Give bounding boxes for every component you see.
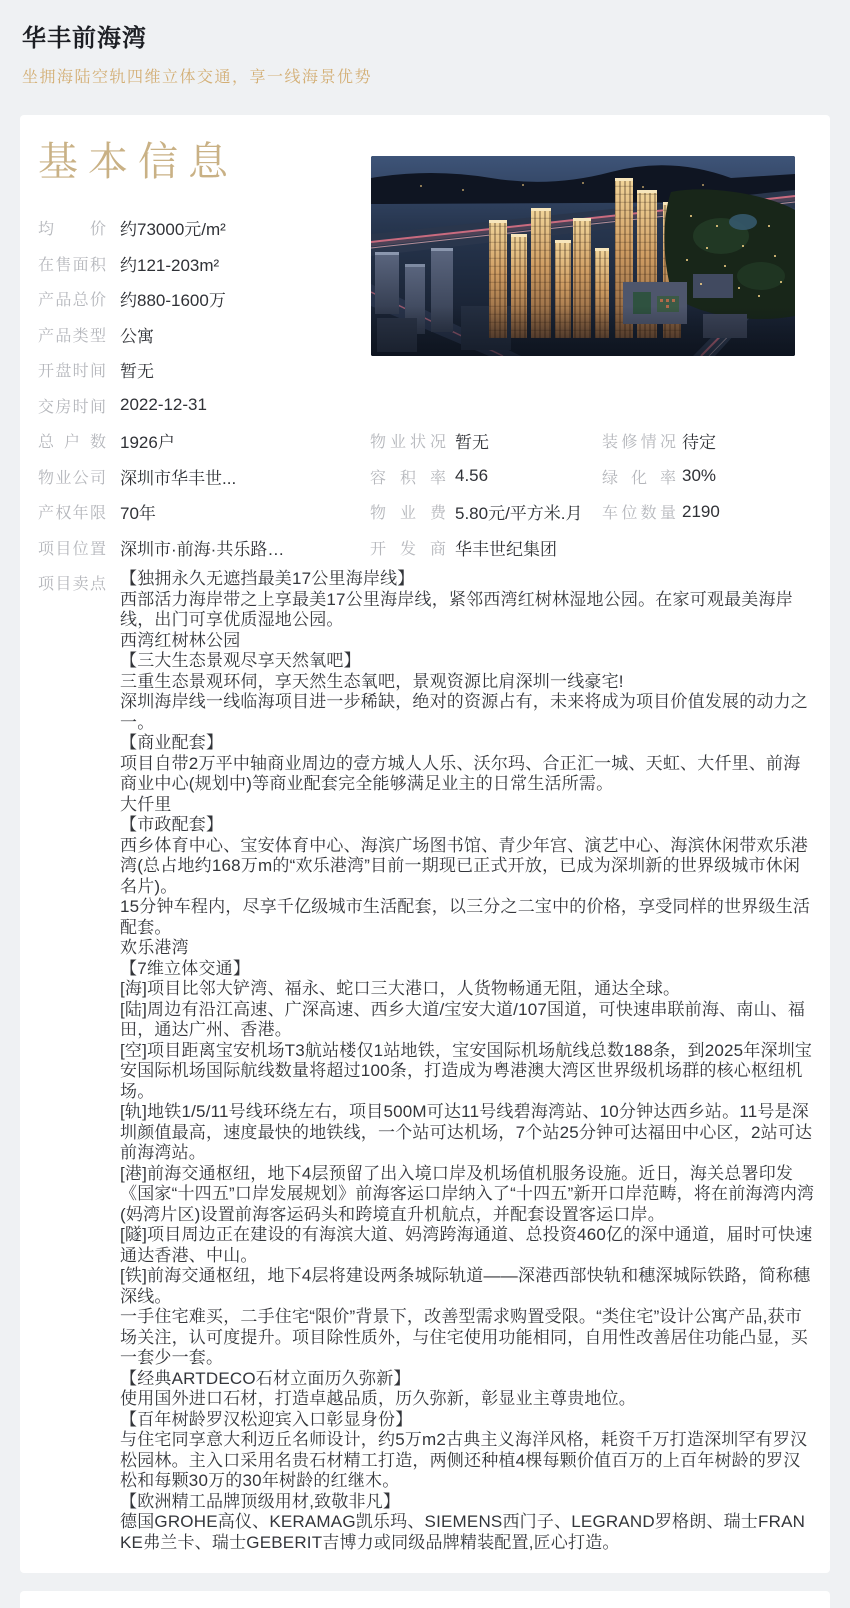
page-title: 华丰前海湾 (22, 25, 147, 52)
info-label: 物业费 (370, 505, 446, 523)
selling-point-paragraph: 与住宅同享意大利迈丘名师设计，约5万m2古典主义海洋风格，耗资千万打造深圳罕有罗汉松园林。主入口采用名贵石材精工打造，两侧还种植4棵每颗价值百万的上百年树龄的罗汉松和每颗30万的30年树龄的红继木。 (120, 1430, 808, 1490)
selling-point-paragraph: 【经典ARTDECO石材立面历久弥新】 (120, 1368, 411, 1388)
info-row (38, 494, 816, 530)
info-label: 物业状况 (370, 434, 446, 452)
selling-point-paragraph: [海]项目比邻大铲湾、福永、蛇口三大港口，人货物畅通无阻，通达全球。 (120, 979, 681, 998)
info-label: 交房时间 (38, 398, 106, 416)
selling-point-paragraph: [铁]前海交通枢纽，地下4层将建设两条城际轨道——深港西部快轨和穗深城际铁路，简称穗深线。 (120, 1266, 811, 1306)
info-value: 待定 (682, 433, 716, 453)
info-value: 约880-1600万 (120, 291, 226, 311)
selling-point-paragraph: [轨]地铁1/5/11号线环绕左右，项目500M可达11号线碧海湾站、10分钟达西乡站。11号是深圳颜值最高，速度最快的地铁线，一个站可达机场，7个站25分钟可达福田中心区，2站可达前海湾站。 (120, 1102, 813, 1162)
selling-point-paragraph: 【三大生态景观尽享天然氧吧】 (120, 651, 361, 670)
project-render-image[interactable] (371, 156, 795, 356)
selling-point-paragraph: 项目自带2万平中轴商业周边的壹方城人人乐、沃尔玛、合正汇一城、天虹、大仟里、前海商业中心(规划中)等商业配套完全能够满足业主的日常生活所需。 (120, 753, 801, 793)
selling-point-paragraph: 15分钟车程内，尽享千亿级城市生活配套，以三分之二宝中的价格，享受同样的世界级生活配套。 (120, 897, 811, 937)
info-value: 深圳市·前海·共乐路… (120, 539, 285, 559)
info-row (38, 388, 816, 424)
info-row (38, 423, 816, 459)
info-label: 产权年限 (38, 505, 106, 523)
selling-points-row (38, 569, 816, 1553)
info-label: 项目位置 (38, 540, 106, 558)
selling-point-paragraph: 【商业配套】 (120, 733, 224, 752)
basic-info-heading: 基本信息 (38, 140, 238, 184)
info-label: 开盘时间 (38, 363, 106, 381)
info-value: 4.56 (455, 466, 489, 486)
selling-points-label: 项目卖点 (38, 576, 106, 593)
info-value: 30% (682, 466, 717, 486)
selling-point-paragraph: 【百年树龄罗汉松迎宾入口彰显身份】 (120, 1409, 413, 1429)
info-label: 装修情况 (602, 434, 676, 452)
selling-point-paragraph: 【市政配套】 (120, 815, 224, 834)
selling-point-paragraph: 欢乐港湾 (120, 938, 189, 957)
info-label: 总户数 (38, 434, 106, 452)
info-label: 均价 (38, 221, 106, 239)
info-value: 2022-12-31 (120, 395, 207, 415)
selling-point-paragraph: 深圳海岸线一线临海项目进一步稀缺，绝对的资源占有，未来将成为项目价值发展的动力之一。 (120, 692, 808, 732)
info-row (38, 530, 816, 566)
info-value: 暂无 (455, 433, 489, 453)
selling-points-text (120, 569, 816, 1553)
selling-point-paragraph: 【7维立体交通】 (120, 958, 251, 978)
selling-point-paragraph: 西部活力海岸带之上享最美17公里海岸线，紧邻西湾红树林湿地公园。在家可观最美海岸线，出门可享优质湿地公园。 (120, 589, 793, 629)
info-value: 2190 (682, 501, 720, 521)
info-value: 约121-203m² (120, 255, 220, 275)
info-label: 产品总价 (38, 292, 106, 310)
info-value: 5.80元/平方米.月 (455, 504, 583, 524)
info-value: 暂无 (120, 362, 154, 382)
info-label: 绿化率 (602, 469, 676, 487)
selling-point-paragraph: 大仟里 (120, 794, 172, 814)
info-row (38, 352, 816, 388)
page-subtitle: 坐拥海陆空轨四维立体交通，享一线海景优势 (22, 69, 373, 86)
info-value: 华丰世纪集团 (455, 539, 557, 559)
info-label: 在售面积 (38, 256, 106, 274)
selling-point-paragraph: 一手住宅难买，二手住宅“限价”背景下，改善型需求购置受限。“类住宅”设计公寓产品,获市场关注，认可度提升。项目除性质外，与住宅使用功能相同，自用性改善居住功能凸显，买一套少一套。 (120, 1307, 808, 1367)
selling-point-paragraph: 使用国外进口石材，打造卓越品质，历久弥新，彰显业主尊贵地位。 (120, 1389, 636, 1408)
selling-point-paragraph: 西乡体育中心、宝安体育中心、海滨广场图书馆、青少年宫、演艺中心、海滨休闲带欢乐港湾(总占地约168万m的“欢乐港湾”目前一期现已正式开放，已成为深圳新的世界级城市休闲名片)。 (120, 835, 808, 896)
info-row (38, 459, 816, 495)
aerial-night-render-graphic (371, 156, 795, 356)
info-value: 公寓 (120, 326, 154, 346)
selling-point-paragraph: [隧]项目周边正在建设的有海滨大道、妈湾跨海通道、总投资460亿的深中通道，届时可快速通达香港、中山。 (120, 1225, 813, 1265)
basic-info-card (20, 115, 830, 1573)
info-label: 物业公司 (38, 469, 106, 487)
selling-point-paragraph: 【独拥永久无遮挡最美17公里海岸线】 (120, 569, 415, 588)
selling-point-paragraph: 西湾红树林公园 (120, 630, 241, 650)
info-value: 70年 (120, 504, 156, 524)
info-label: 车位数量 (602, 505, 676, 523)
selling-point-paragraph: [陆]周边有沿江高速、广深高速、西乡大道/宝安大道/107国道，可快速串联前海、南山、福田，通达广州、香港。 (120, 999, 806, 1039)
info-value: 1926户 (120, 433, 175, 453)
info-label: 容积率 (370, 469, 446, 487)
info-label: 开发商 (370, 540, 446, 558)
selling-point-paragraph: [空]项目距离宝安机场T3航站楼仅1站地铁，宝安国际机场航线总数188条，到2025年深圳宝安国际机场国际航线数量将超过100条，打造成为粤港澳大湾区世界级机场群的核心枢纽机场。 (120, 1040, 813, 1101)
selling-point-paragraph: 三重生态景观环伺，享天然生态氧吧，景观资源比肩深圳一线豪宅! (120, 671, 624, 691)
info-value: 约73000元/m² (120, 220, 226, 240)
selling-point-paragraph: 【欧洲精工品牌顶级用材,致敬非凡】 (120, 1491, 401, 1511)
selling-point-paragraph: 德国GROHE高仪、KERAMAG凯乐玛、SIEMENS西门子、LEGRAND罗格朗、瑞士FRANKE弗兰卡、瑞士GEBERIT吉博力或同级品牌精装配置,匠心打造。 (120, 1512, 806, 1552)
selling-point-paragraph: [港]前海交通枢纽，地下4层预留了出入境口岸及机场值机服务设施。近日，海关总署印发《国家“十四五”口岸发展规划》前海客运口岸纳入了“十四五”新开口岸范畴，将在前海湾内湾(妈湾片区)设置前海客运码头和跨境直升机航点，并配套设置客运口岸。 (120, 1163, 815, 1224)
info-label: 产品类型 (38, 327, 106, 345)
info-value: 深圳市华丰世... (120, 468, 237, 488)
page-header (0, 0, 850, 89)
